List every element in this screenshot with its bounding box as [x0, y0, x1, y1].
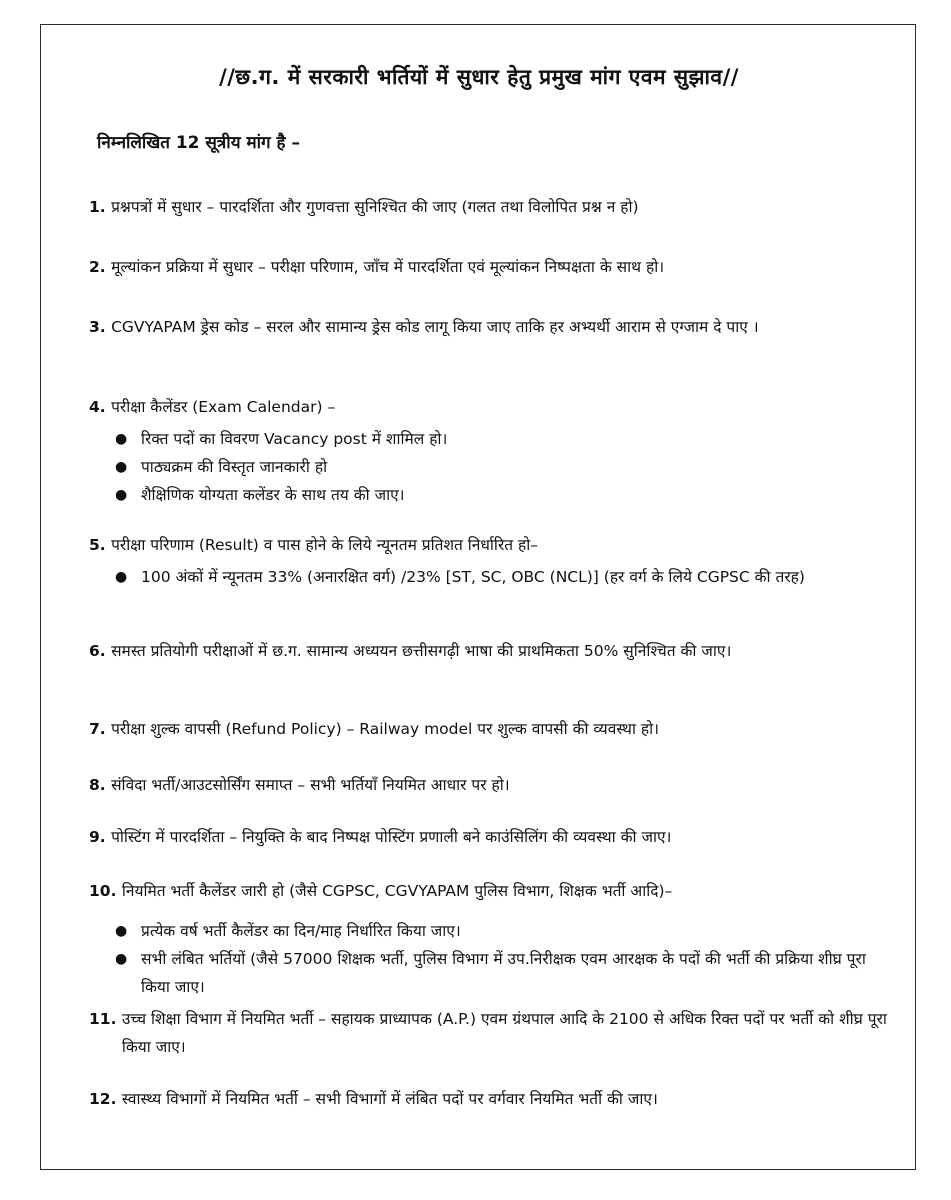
bullet-list	[89, 917, 889, 1001]
demand-item-12	[89, 1085, 889, 1113]
bullet-dot-icon: ●	[115, 923, 128, 939]
bullet-list	[89, 563, 889, 591]
item-text: नियमित भर्ती कैलेंडर जारी हो (जैसे CGPSC, CGVYAPAM पुलिस विभाग, शिक्षक भर्ती आदि)–	[121, 882, 673, 900]
bullet-text: प्रत्येक वर्ष भर्ती कैलेंडर का दिन/माह निर्धारित किया जाए।	[141, 922, 461, 940]
item-text: परीक्षा शुल्क वापसी (Refund Policy) – Railway model पर शुल्क वापसी की व्यवस्था हो।	[111, 720, 660, 738]
item-number: 8.	[89, 776, 112, 794]
demand-item-4	[89, 393, 889, 509]
bullet-item	[115, 453, 889, 481]
document-title: //छ.ग. में सरकारी भर्तियों में सुधार हेतु प्रमुख मांग एवम सुझाव//	[219, 65, 739, 89]
item-number: 12.	[89, 1090, 122, 1108]
bullet-item	[115, 917, 889, 945]
item-text: स्वास्थ्य विभागों में नियमित भर्ती – सभी विभागों में लंबित पदों पर वर्गवार नियमित भर्ती की जाए।	[121, 1090, 658, 1108]
demand-item-1	[89, 193, 889, 221]
item-number: 10.	[89, 882, 122, 900]
demand-item-8	[89, 771, 889, 799]
item-number: 9.	[89, 828, 112, 846]
bullet-text: रिक्त पदों का विवरण Vacancy post में शामिल हो।	[141, 430, 448, 448]
bullet-dot-icon: ●	[115, 487, 128, 503]
bullet-item	[115, 563, 889, 591]
bullet-item	[115, 945, 889, 1001]
item-number: 3.	[89, 318, 112, 336]
item-number: 1.	[89, 198, 112, 216]
bullet-list	[89, 425, 889, 509]
demand-item-5	[89, 531, 889, 591]
item-number: 4.	[89, 398, 112, 416]
item-number: 11.	[89, 1010, 122, 1028]
bullet-dot-icon: ●	[115, 951, 128, 967]
item-text: पोस्टिंग में पारदर्शिता – नियुक्ति के बाद निष्पक्ष पोस्टिंग प्रणाली बने काउंसिलिंग की व्यवस्था की जाए।	[111, 828, 672, 846]
item-number: 7.	[89, 720, 112, 738]
demand-item-6	[89, 637, 889, 665]
document-frame	[40, 24, 916, 1170]
item-number: 5.	[89, 536, 112, 554]
bullet-item	[115, 481, 889, 509]
demand-item-2	[89, 253, 889, 281]
item-text: CGVYAPAM ड्रेस कोड – सरल और सामान्य ड्रेस कोड लागू किया जाए ताकि हर अभ्यर्थी आराम से एग्जाम दे पाए ।	[111, 318, 759, 336]
bullet-dot-icon: ●	[115, 569, 128, 585]
demand-item-11	[89, 1005, 889, 1061]
item-text: परीक्षा परिणाम (Result) व पास होने के लिये न्यूनतम प्रतिशत निर्धारित हो–	[111, 536, 539, 554]
demand-item-9	[89, 823, 889, 851]
bullet-item	[115, 425, 889, 453]
bullet-text: शैक्षिणिक योग्यता कलेंडर के साथ तय की जाए।	[141, 486, 405, 504]
item-number: 6.	[89, 642, 112, 660]
item-text: संविदा भर्ती/आउटसोर्सिंग समाप्त – सभी भर्तियाँ नियमित आधार पर हो।	[111, 776, 510, 794]
item-text: समस्त प्रतियोगी परीक्षाओं में छ.ग. सामान्य अध्ययन छत्तीसगढ़ी भाषा की प्राथमिकता 50% सुनिश्चित की जाए।	[111, 642, 732, 660]
demand-item-7	[89, 715, 889, 743]
bullet-dot-icon: ●	[115, 459, 128, 475]
bullet-text: सभी लंबित भर्तियों (जैसे 57000 शिक्षक भर्ती, पुलिस विभाग में उप.निरीक्षक एवम आरक्षक के पदों की भर्ती की प्रक्रिया शीघ्र पूरा किया जाए।	[141, 950, 866, 996]
demand-item-3	[89, 313, 889, 341]
bullet-dot-icon: ●	[115, 431, 128, 447]
item-text: उच्च शिक्षा विभाग में नियमित भर्ती – सहायक प्राध्यापक (A.P.) एवम ग्रंथपाल आदि के 2100 से अधिक रिक्त पदों पर भर्ती को शीघ्र पूरा किया जाए।	[121, 1010, 887, 1056]
item-text: प्रश्नपत्रों में सुधार – पारदर्शिता और गुणवत्ता सुनिश्चित की जाए (गलत तथा विलोपित प्रश्न न हो)	[111, 198, 639, 216]
item-text: मूल्यांकन प्रक्रिया में सुधार – परीक्षा परिणाम, जाँच में पारदर्शिता एवं मूल्यांकन निष्पक्षता के साथ हो।	[111, 258, 665, 276]
bullet-text: पाठ्यक्रम की विस्तृत जानकारी हो	[141, 458, 328, 476]
item-text: परीक्षा कैलेंडर (Exam Calendar) –	[111, 398, 336, 416]
demand-item-10	[89, 877, 889, 1001]
intro-line: निम्नलिखित 12 सूत्रीय मांग है –	[97, 133, 300, 153]
bullet-text: 100 अंकों में न्यूनतम 33% (अनारक्षित वर्ग) /23% [ST, SC, OBC (NCL)] (हर वर्ग के लिये CGPSC की तरह)	[141, 568, 805, 586]
item-number: 2.	[89, 258, 112, 276]
